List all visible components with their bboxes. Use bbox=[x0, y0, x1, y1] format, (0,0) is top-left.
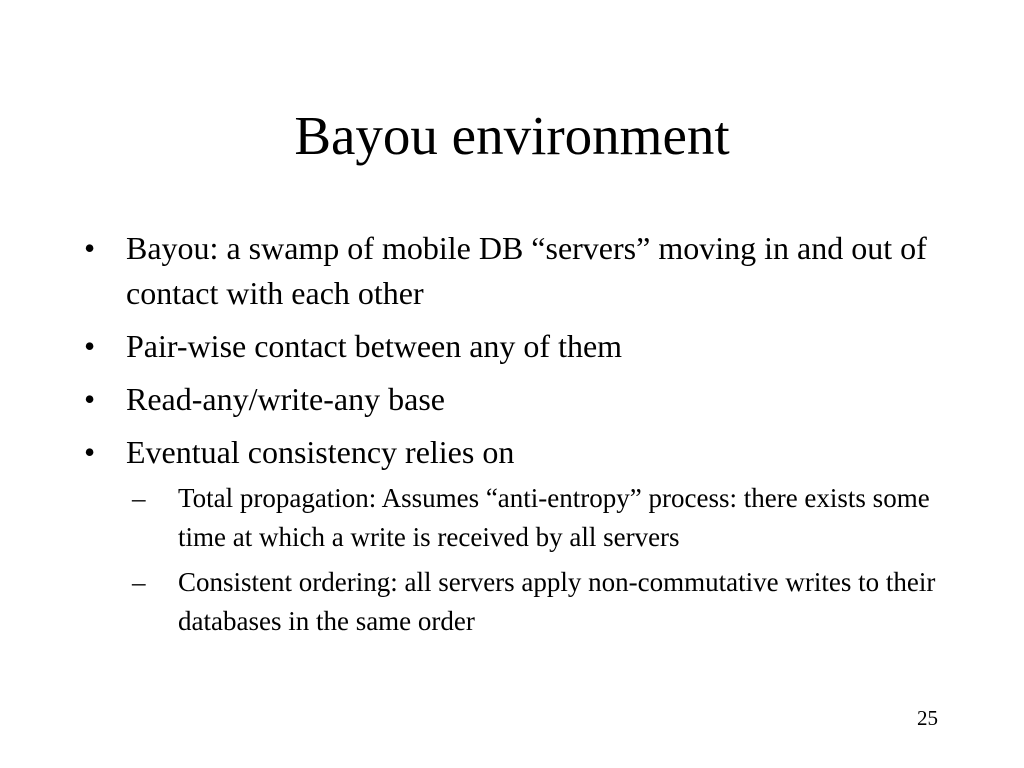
sub-bullet-marker: – bbox=[132, 567, 146, 597]
bullet-item bbox=[84, 377, 954, 422]
slide-title: Bayou environment bbox=[294, 105, 730, 166]
bullet-text: Read-any/write-any base bbox=[126, 381, 445, 417]
page-number: 25 bbox=[917, 706, 938, 730]
bullet-marker: • bbox=[84, 328, 96, 364]
bullet-marker: • bbox=[84, 381, 96, 417]
sub-bullet-item bbox=[132, 563, 954, 641]
bullet-item bbox=[84, 324, 954, 369]
sub-bullet-list bbox=[126, 479, 954, 641]
bullet-text: Pair-wise contact between any of them bbox=[126, 328, 623, 364]
sub-bullet-marker: – bbox=[132, 483, 146, 513]
bullet-item bbox=[84, 226, 954, 316]
bullet-marker: • bbox=[84, 230, 96, 266]
sub-bullet-text: Total propagation: Assumes “anti-entropy” process: there exists some time at which a write is received by all servers bbox=[178, 483, 930, 552]
sub-bullet-item bbox=[132, 479, 954, 557]
bullet-list bbox=[84, 226, 954, 649]
bullet-marker: • bbox=[84, 434, 96, 470]
bullet-text: Bayou: a swamp of mobile DB “servers” moving in and out of contact with each other bbox=[126, 230, 927, 311]
bullet-text: Eventual consistency relies on bbox=[126, 434, 515, 470]
sub-bullet-text: Consistent ordering: all servers apply non-commutative writes to their databases in the same order bbox=[178, 567, 936, 636]
bullet-item bbox=[84, 430, 954, 641]
